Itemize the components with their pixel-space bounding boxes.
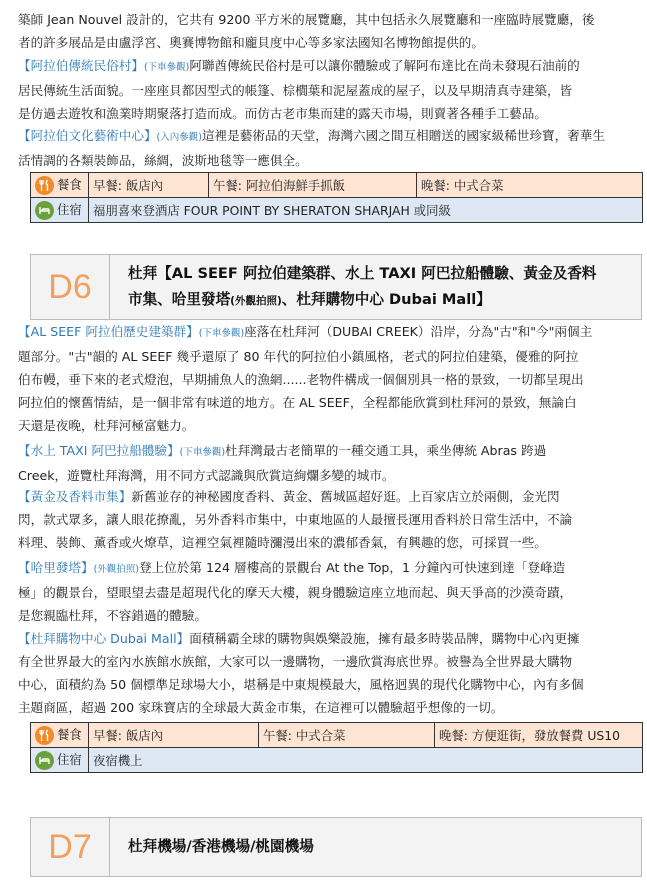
day-number: D6 <box>31 255 110 319</box>
intro-line: 者的許多展品是由盧浮宮、奧賽博物館和龐貝度中心等多家法國知名博物館提供的。 <box>18 35 484 50</box>
description-text: 登上位於第 124 層樓高的景觀台 At the Top，1 分鐘內可快速到達「登峰造 <box>138 560 566 575</box>
dinner-cell: 晚餐: 中式合菜 <box>417 173 643 198</box>
stay-label-cell <box>31 198 89 223</box>
meal-label-cell <box>31 723 89 748</box>
meal-label-cell <box>31 173 89 198</box>
day7-header <box>30 817 642 877</box>
description-text: 伯布幔，垂下來的老式燈泡，早期捕魚人的漁網......老物件構成一個個別具一格的景致，一切都呈現出 <box>18 372 584 387</box>
day6-header <box>30 254 642 320</box>
description-text: 主題商區，超過 200 家珠寶店的全球最大黃金市集，在這裡可以體驗超乎想像的一切。 <box>18 700 504 715</box>
title-part: 市集、哈里發塔 <box>128 290 231 308</box>
description-text: 極」的觀景台，望眼望去盡是超現代化的摩天大樓，親身體驗這座立地而起、與天爭高的沙漠奇蹟， <box>18 585 573 600</box>
lunch-cell: 午餐: 中式合菜 <box>259 723 435 748</box>
day-number: D7 <box>31 818 110 876</box>
gold-souk-heading: 【黃金及香料市集】 <box>18 489 132 504</box>
description-text: 新舊並存的神秘國度香料、黃金、舊城區超好逛。上百家店立於兩側，金光閃 <box>131 489 560 504</box>
stay-row <box>31 198 643 223</box>
lunch-cell: 午餐: 阿拉伯海鮮手抓飯 <box>209 173 417 198</box>
meal-row <box>31 173 643 198</box>
title-note: (外觀拍照) <box>230 294 282 307</box>
water-taxi-heading: 【水上 TAXI 阿巴拉船體驗】 <box>18 443 180 458</box>
visit-note: (入內參觀) <box>156 132 202 143</box>
description-text: 天還是夜晚，杜拜河極富魅力。 <box>18 418 195 433</box>
description-text: 阿聯酋傳統民俗村是可以讓你體驗或了解阿布達比在尚未發現石油前的 <box>189 58 580 73</box>
title-part: 、杜拜購物中心 Dubai Mall】 <box>281 290 491 308</box>
description-text: 面積稱霸全球的購物與娛樂設施，擁有最多時裝品牌，購物中心內更擁 <box>189 631 580 646</box>
alseef-section <box>18 320 630 437</box>
meal-label: 餐食 <box>57 727 82 742</box>
description-text: 題部分。"古"韻的 AL SEEF 幾乎還原了 80 年代的阿拉伯小鎮風格，老式的阿拉伯建築，優雅的阿拉 <box>18 349 579 364</box>
meal-label: 餐食 <box>57 177 82 192</box>
day-title-line <box>128 287 596 314</box>
description-text: Creek，遊覽杜拜海灣，用不同方式認識與欣賞這絢爛多變的城市。 <box>18 468 395 483</box>
visit-note: (下車參觀) <box>198 328 245 339</box>
burj-khalifa-heading: 【哈里發塔】 <box>18 560 94 575</box>
stay-row <box>31 748 643 773</box>
water-taxi-section <box>18 439 630 487</box>
description-text: 是仿過去遊牧和漁業時期聚落打造而成。而仿古老市集而建的露天市場，則賣著各種手工藝品。 <box>18 106 547 121</box>
description-text: 有全世界最大的室內水族館水族館，大家可以一邊購物，一邊欣賞海底世界。被譽為全世界最大購物 <box>18 654 573 669</box>
description-text: 座落在杜拜河（DUBAI CREEK）沿岸，分為"古"和"今"兩個主 <box>244 324 593 339</box>
hotel-cell: 福朋喜來登酒店 FOUR POINT BY SHERATON SHARJAH 或同級 <box>89 198 643 223</box>
heritage-village-section <box>18 54 630 125</box>
description-text: 這裡是藝術品的天堂，海灣六國之間互相贈送的國家級稀世珍寶，奢華生 <box>201 128 605 143</box>
day-title-line: 杜拜【AL SEEF 阿拉伯建築群、水上 TAXI 阿巴拉船體驗、黃金及香料 <box>128 264 597 282</box>
intro-line: 築師 Jean Nouvel 設計的，它共有 9200 平方米的展覽廳，其中包括永久展覽廳和一座臨時展覽廳，後 <box>18 12 595 27</box>
fork-knife-icon <box>35 176 54 195</box>
description-text: 是您親臨杜拜，不容錯過的體驗。 <box>18 608 207 623</box>
description-text: 料理、裝飾、薰香或火燎草，這裡空氣裡隨時瀰漫出來的濃郁香氣，有興趣的您，可採買一些。 <box>18 535 547 550</box>
day-title <box>110 261 596 314</box>
description-text: 活情調的各類裝飾品，絲綢，波斯地毯等一應俱全。 <box>18 153 308 168</box>
breakfast-cell: 早餐: 飯店內 <box>89 723 259 748</box>
description-text: 閃，款式眾多，讓人眼花撩亂，另外香料市集中，中東地區的人最擅長運用香料於日常生活中，不論 <box>18 512 573 527</box>
day6-meals-table <box>30 722 643 773</box>
fork-knife-icon <box>35 726 54 745</box>
dubai-mall-section <box>18 627 630 719</box>
stay-label-cell <box>31 748 89 773</box>
description-text: 居民傳統生活面貌。一座座貝都因型式的帳篷、棕櫚葉和泥屋蓋成的屋子，以及早期清真寺建築，皆 <box>18 83 573 98</box>
day-title: 杜拜機場/香港機場/桃園機場 <box>128 838 314 855</box>
visit-note: (下車參觀) <box>143 62 190 73</box>
visit-note: (下車參觀) <box>179 447 226 458</box>
dinner-cell: 晚餐: 方便逛街，發放餐費 US10 <box>435 723 643 748</box>
hotel-cell: 夜宿機上 <box>89 748 643 773</box>
bed-icon <box>35 751 54 770</box>
bed-icon <box>35 201 54 220</box>
art-centre-heading: 【阿拉伯文化藝術中心】 <box>18 128 157 143</box>
stay-label: 住宿 <box>57 752 82 767</box>
alseef-heading: 【AL SEEF 阿拉伯歷史建築群】 <box>18 324 199 339</box>
description-text: 杜拜灣最古老簡單的一種交通工具，乘坐傳統 Abras 跨過 <box>225 443 547 458</box>
stay-label: 住宿 <box>57 202 82 217</box>
dubai-mall-heading: 【杜拜購物中心 Dubai Mall】 <box>18 631 190 646</box>
gold-souk-section <box>18 485 630 554</box>
description-text: 中心，面積約為 50 個標準足球場大小，堪稱是中東規模最大，風格迥異的現代化購物中心，內有多個 <box>18 677 584 692</box>
heritage-village-heading: 【阿拉伯傳統民俗村】 <box>18 58 144 73</box>
intro-paragraph <box>18 8 630 54</box>
art-centre-section <box>18 124 630 172</box>
burj-khalifa-section <box>18 556 630 627</box>
visit-note: (外觀拍照) <box>93 564 139 575</box>
day5-meals-table <box>30 172 643 223</box>
breakfast-cell: 早餐: 飯店內 <box>89 173 209 198</box>
meal-row <box>31 723 643 748</box>
description-text: 阿拉伯的懷舊情結，是一個非常有味道的地方。在 AL SEEF，全程都能欣賞到杜拜河的景致，無論白 <box>18 395 577 410</box>
